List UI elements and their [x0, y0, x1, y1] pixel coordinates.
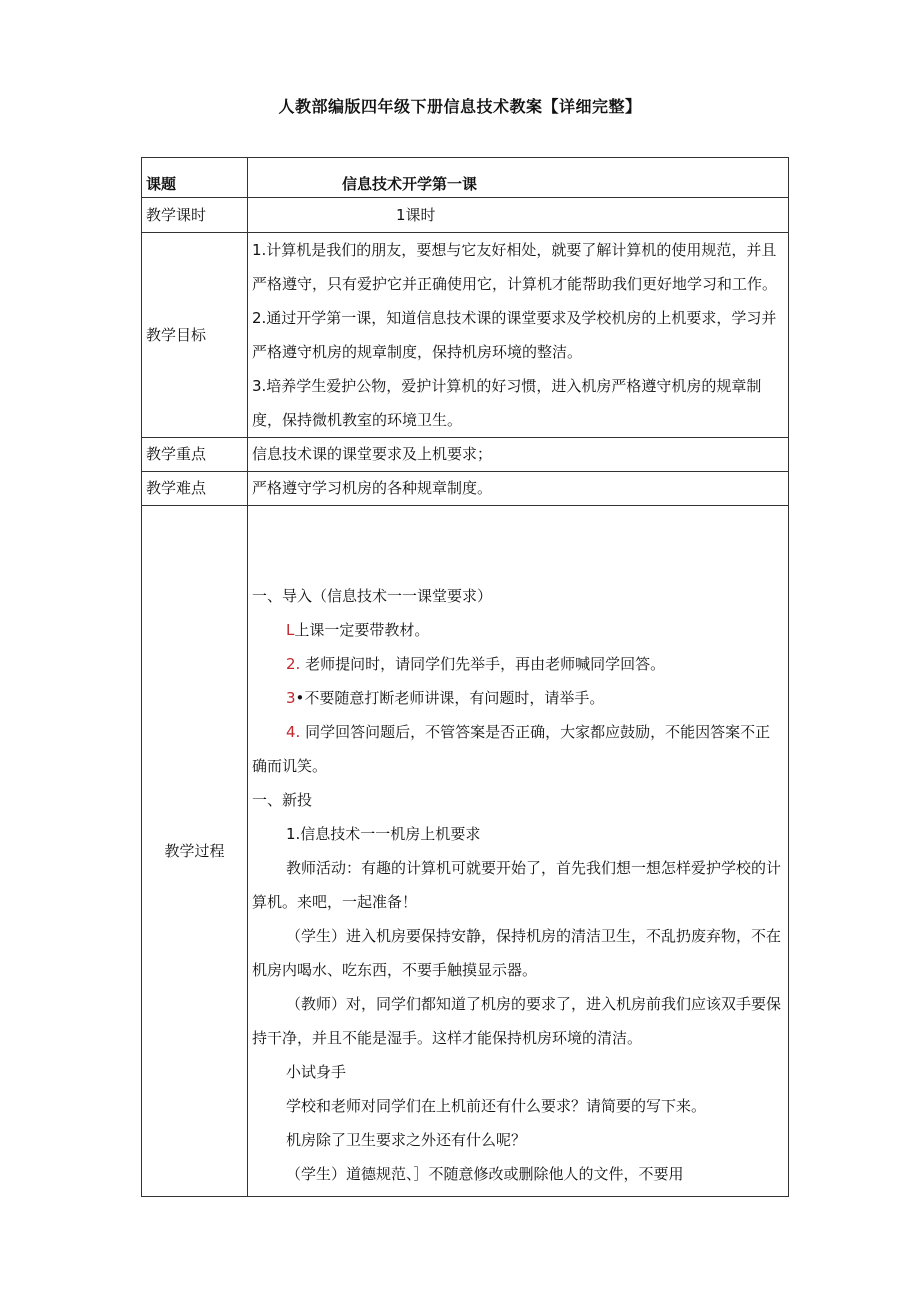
table-row-goals — [142, 233, 789, 438]
table-row-process — [142, 506, 789, 1197]
rule-number: 2. — [286, 655, 301, 673]
rule-text: 上课一定要带教材。 — [294, 621, 430, 639]
teacher-reply: （教师）对，同学们都知道了机房的要求了，进入机房前我们应该双手要保持干净，并且不能是湿手。这样才能保持机房环境的清洁。 — [252, 995, 782, 1047]
difficulties-label: 教学难点 — [142, 472, 248, 506]
hours-value: 1课时 — [248, 198, 789, 233]
rule-number: 4. — [286, 723, 301, 741]
key-points-value: 信息技术课的课堂要求及上机要求； — [248, 438, 789, 472]
intro-heading: 一、导入（信息技术一一课堂要求） — [252, 587, 493, 605]
classroom-rule — [252, 613, 784, 647]
teacher-activity: 教师活动：有趣的计算机可就要开始了，首先我们想一想怎样爱护学校的计算机。来吧，一起准备！ — [252, 859, 782, 911]
rule-number: L — [286, 621, 295, 639]
question: 机房除了卫生要求之外还有什么呢？ — [286, 1131, 527, 1149]
difficulties-value: 严格遵守学习机房的各种规章制度。 — [248, 472, 789, 506]
try-it-heading: 小试身手 — [286, 1063, 347, 1081]
goal-item: 2.通过开学第一课，知道信息技术课的课堂要求及学校机房的上机要求，学习并严格遵守机房的规章制度，保持机房环境的整洁。 — [252, 309, 777, 361]
new-lesson-heading: 一、新投 — [252, 791, 313, 809]
lesson-plan-table — [141, 157, 789, 1197]
rule-number: 3 — [286, 689, 296, 707]
student-reply: （学生）道德规范、］不随意修改或删除他人的文件，不要用 — [286, 1165, 684, 1183]
table-row-topic — [142, 158, 789, 198]
rule-text: 老师提问时，请同学们先举手，再由老师喊同学回答。 — [305, 655, 666, 673]
goals-label: 教学目标 — [142, 233, 248, 438]
rule-text: 同学回答问题后，不管答案是否正确，大家都应鼓励，不能因答案不正确而讥笑。 — [252, 723, 771, 775]
goal-item: 1.计算机是我们的朋友，要想与它友好相处，就要了解计算机的使用规范，并且严格遵守，只有爱护它并正确使用它，计算机才能帮助我们更好地学习和工作。 — [252, 241, 778, 293]
process-content — [248, 506, 789, 1197]
table-row-key-points — [142, 438, 789, 472]
question: 学校和老师对同学们在上机前还有什么要求？请简要的写下来。 — [286, 1097, 707, 1115]
goal-item: 3.培养学生爱护公物，爱护计算机的好习惯，进入机房严格遵守机房的规章制度，保持微机教室的环境卫生。 — [252, 377, 762, 429]
classroom-rule — [252, 681, 784, 715]
hours-label: 教学课时 — [142, 198, 248, 233]
topic-value: 信息技术开学第一课 — [248, 158, 789, 198]
sub-heading: 1.信息技术一一机房上机要求 — [286, 825, 481, 843]
table-row-difficulties — [142, 472, 789, 506]
table-row-hours — [142, 198, 789, 233]
document-title: 人教部编版四年级下册信息技术教案【详细完整】 — [278, 97, 642, 116]
rule-text: •不要随意打断老师讲课，有问题时，请举手。 — [295, 689, 605, 707]
student-reply: （学生）进入机房要保持安静，保持机房的清洁卫生，不乱扔废弃物，不在机房内喝水、吃东西，不要手触摸显示器。 — [252, 927, 782, 979]
process-label: 教学过程 — [142, 506, 248, 1197]
goals-content — [248, 233, 789, 438]
classroom-rule — [252, 647, 784, 681]
key-points-label: 教学重点 — [142, 438, 248, 472]
topic-label: 课题 — [142, 158, 248, 198]
classroom-rule — [252, 715, 784, 783]
